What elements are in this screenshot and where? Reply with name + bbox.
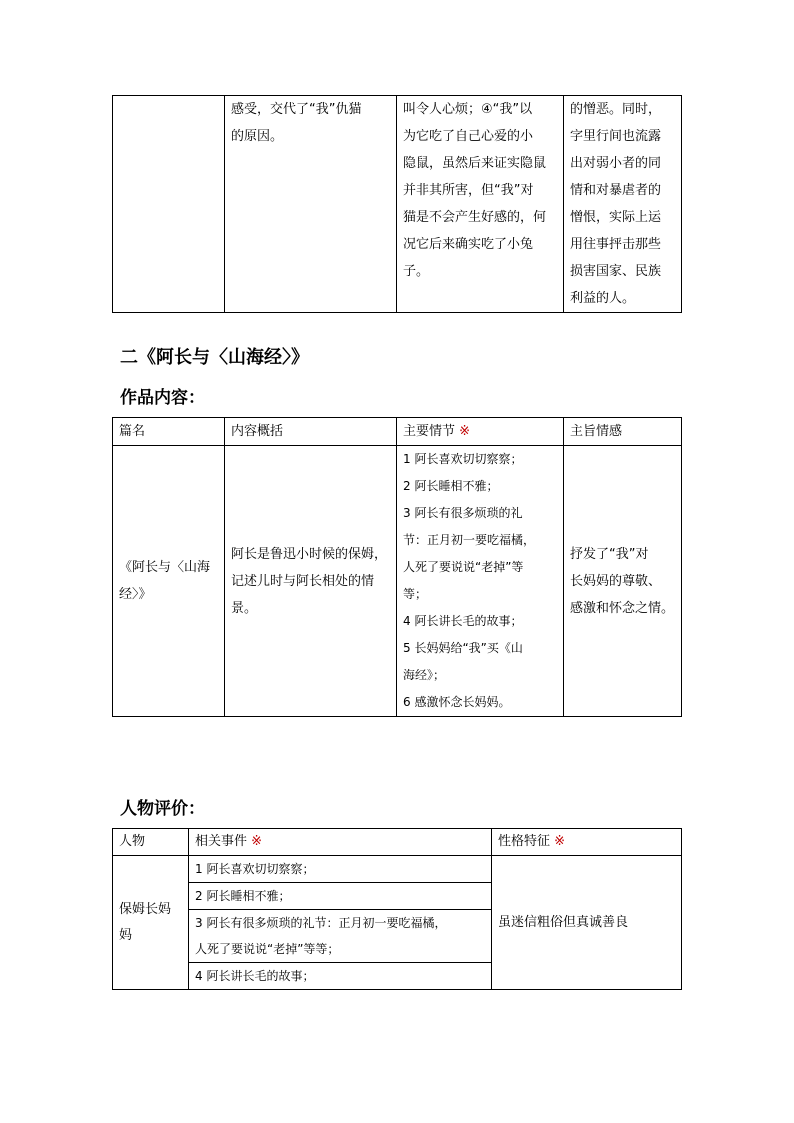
text-line: 抒发了“我”对 xyxy=(570,546,649,562)
text-line: 的憎恶。同时， xyxy=(570,102,662,117)
work-title-cell xyxy=(113,446,225,717)
theme-cell xyxy=(564,446,682,717)
continued-table xyxy=(112,95,682,313)
header-title: 篇名 xyxy=(113,418,225,446)
text-line: 妈 xyxy=(119,927,133,943)
plot-item: 4 阿长讲长毛的故事； xyxy=(403,614,523,628)
header-theme: 主旨情感 xyxy=(564,418,682,446)
event-cell xyxy=(189,910,492,963)
text-line: 《阿长与〈山海 xyxy=(119,560,211,575)
text-line: 的原因。 xyxy=(231,129,284,144)
empty-cell xyxy=(113,96,225,313)
plot-cell xyxy=(397,446,564,717)
event-cell xyxy=(189,963,492,990)
section-title: 二《阿长与〈山海经〉》 xyxy=(120,347,309,368)
content-table xyxy=(112,417,682,717)
plot-item: 2 阿长睡相不雅； xyxy=(403,479,499,493)
text-line: 憎恨，实际上运 xyxy=(570,210,662,225)
plot-item: 6 感激怀念长妈妈。 xyxy=(403,695,511,709)
text-line: 字里行间也流露 xyxy=(570,129,662,144)
text-line: 景。 xyxy=(231,600,258,616)
content-cell xyxy=(225,96,397,313)
header-traits xyxy=(492,829,682,856)
plot-item: 3 阿长有很多烦琐的礼 xyxy=(403,506,523,520)
plot-item: 5 长妈妈给“我”买《山 xyxy=(403,641,523,655)
text-line: 叫令人心烦；④“我”以 xyxy=(403,102,533,117)
event-line: 2 阿长睡相不雅； xyxy=(195,889,291,903)
reference-mark: ※ xyxy=(554,834,566,849)
plot-item: 海经》； xyxy=(403,668,446,682)
event-cell xyxy=(189,883,492,910)
content-heading: 作品内容： xyxy=(120,388,205,408)
trait-cell: 虽迷信粗俗但真诚善良 xyxy=(492,856,682,990)
person-cell xyxy=(113,856,189,990)
event-line: 4 阿长讲长毛的故事； xyxy=(195,969,315,983)
table-row xyxy=(113,856,682,883)
text-line: 为它吃了自己心爱的小 xyxy=(403,129,534,144)
reference-mark: ※ xyxy=(459,424,471,439)
header-person: 人物 xyxy=(113,829,189,856)
reference-mark: ※ xyxy=(251,834,263,849)
header-plot-label: 主要情节 xyxy=(403,424,456,439)
text-line: 利益的人。 xyxy=(570,291,636,306)
text-line: 子。 xyxy=(403,264,430,279)
text-line: 感受，交代了“我”仇猫 xyxy=(231,102,362,117)
text-line: 感激和怀念之情。 xyxy=(570,600,675,616)
event-line: 人死了要说说“老掉”等等； xyxy=(195,942,340,956)
table-row xyxy=(113,96,682,313)
text-line: 损害国家、民族 xyxy=(570,264,662,279)
text-line: 猫是不会产生好感的，何 xyxy=(403,210,547,225)
plot-item: 1 阿长喜欢切切察察； xyxy=(403,452,523,466)
plot-item: 节：正月初一要吃福橘， xyxy=(403,533,536,547)
event-cell xyxy=(189,856,492,883)
text-line: 隐鼠，虽然后来证实隐鼠 xyxy=(403,156,547,171)
plot-cell xyxy=(397,96,564,313)
header-traits-label: 性格特征 xyxy=(498,834,551,849)
text-line: 长妈妈的尊敬、 xyxy=(570,573,662,589)
header-events-label: 相关事件 xyxy=(195,834,248,849)
text-line: 用往事抨击那些 xyxy=(570,237,662,252)
text-line: 经〉》 xyxy=(119,587,152,602)
plot-item: 人死了要说说“老掉”等 xyxy=(403,560,524,574)
text-line: 情和对暴虐者的 xyxy=(570,183,662,198)
character-heading: 人物评价： xyxy=(120,799,205,819)
theme-cell xyxy=(564,96,682,313)
header-summary: 内容概括 xyxy=(225,418,397,446)
header-events xyxy=(189,829,492,856)
plot-item: 等； xyxy=(403,587,428,601)
event-line: 3 阿长有很多烦琐的礼节：正月初一要吃福橘， xyxy=(195,916,447,930)
text-line: 记述儿时与阿长相处的情 xyxy=(231,573,375,589)
header-plot xyxy=(397,418,564,446)
text-line: 并非其所害，但“我”对 xyxy=(403,183,534,198)
character-table xyxy=(112,828,682,990)
text-line: 况它后来确实吃了小兔 xyxy=(403,237,534,252)
event-line: 1 阿长喜欢切切察察； xyxy=(195,862,315,876)
text-line: 保姆长妈 xyxy=(119,901,172,917)
table-row xyxy=(113,446,682,717)
table-header-row xyxy=(113,418,682,446)
text-line: 出对弱小者的同 xyxy=(570,156,662,171)
table-header-row xyxy=(113,829,682,856)
text-line: 阿长是鲁迅小时候的保姆， xyxy=(231,546,388,562)
summary-cell xyxy=(225,446,397,717)
